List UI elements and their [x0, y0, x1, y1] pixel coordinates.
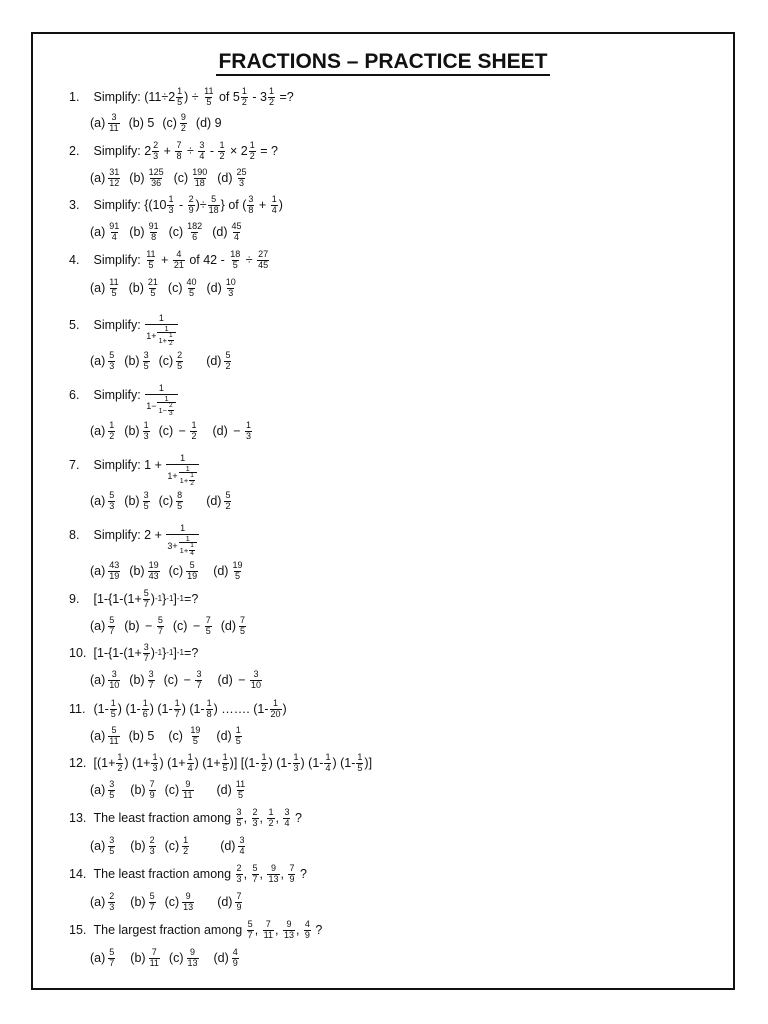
- options-9: (a) 5 7 (b) − $\frac{5}{7}$ (c) − $\frac{7}{5}$ (d) 7 5: [90, 615, 246, 636]
- options-5: (a) 5 3 (b) 3 5 (c) 2 5 (d) 5 2: [90, 350, 231, 371]
- options-11: (a) 5 11 (b) 5 (c) 19 5 (d) 1 5: [90, 725, 241, 746]
- question-2: 2. Simplify: 2 2 3 + $\frac{7}{8}$ ÷ $\frac{3}{4}$ - $\frac{1}{2}$ × 2 $\frac{1}{2}$ = ?: [69, 140, 278, 161]
- question-14: 14. The least fraction among 2 3 , 5 7 , 9 13 , 7 9 ?: [69, 863, 307, 884]
- options-15: (a) 5 7 (b) 7 11 (c) 9 13 (d) 4 9: [90, 947, 238, 968]
- question-11: 11. (1- 1 5 ) (1- 1 6 ) (1- 1 7 ) (1- 1 8 ) ……. (1- 1 20 ): [69, 698, 287, 719]
- question-9: 9. [1-{1-(1+ $\frac{5}{7}$ ) -1 } -1 ] -1 =?: [69, 588, 199, 609]
- options-10: (a) 3 10 (b) 3 7 (c) − $\frac{3}{7}$ (d) − $\frac{3}{10}$: [90, 669, 262, 690]
- question-15: 15. The largest fraction among 5 7 , 7 11 , 9 13 , 4 9 ?: [69, 919, 323, 940]
- question-4: 4. Simplify: 11 5 + $\frac{4}{21}$ of 42 - $\frac{18}{5}$ ÷ $\frac{27}{45}$: [69, 249, 269, 270]
- question-10: 10. [1-{1-(1+ $\frac{3}{7}$ ) -1 } -1 ] -1 =?: [69, 642, 199, 663]
- options-6: (a) 1 2 (b) 1 3 (c) − $\frac{1}{2}$ (d) − $\frac{1}{3}$: [90, 420, 252, 441]
- options-7: (a) 5 3 (b) 3 5 (c) 8 5 (d) 5 2: [90, 490, 231, 511]
- question-3: 3. Simplify: {(10 1 3 - 2 9 )÷ $\frac{5}{18}$ } of ( 3 8 + $\frac{1}{4}$ ): [69, 194, 283, 215]
- question-13: 13. The least fraction among 3 5 , 2 3 , 1 2 , 3 4 ?: [69, 807, 302, 828]
- options-14: (a) 2 3 (b) 5 7 (c) 9 13 (d) 7 9: [90, 891, 242, 912]
- question-7: 7. Simplify: 1 + 1 1+ 1 1+ 1 2: [69, 450, 200, 480]
- options-1: (a) 3 11 (b) 5 (c) 9 2 (d) 9: [90, 112, 222, 133]
- options-4: (a) 11 5 (b) 21 5 (c) 40 5 (d) 10 3: [90, 277, 236, 298]
- options-13: (a) 3 5 (b) 2 3 (c) 1 2 (d) 3 4: [90, 835, 245, 856]
- question-8: 8. Simplify: 2 + 1 3+ 1 1+ 1 4: [69, 520, 200, 550]
- question-12: 12. [(1+ $\frac{1}{2}$ ) (1+ $\frac{1}{3}$ ) (1+ $\frac{1}{4}$ ) (1+ $\frac{1}{5}$ )] [(1- 1 2 ) (1- 1 3 ) (1- 1 4 ) (1- 1 5 )]: [69, 752, 373, 773]
- page-title: FRACTIONS – PRACTICE SHEET: [33, 50, 733, 74]
- options-12: (a) 3 5 (b) 7 9 (c) 9 11 (d) 11 5: [90, 779, 246, 800]
- options-2: (a) 31 12 (b) 125 36 (c) 190 18 (d) 25 3: [90, 167, 247, 188]
- question-6: 6. Simplify: 1 1− 1 1− 2 3: [69, 380, 179, 410]
- practice-sheet: [31, 32, 735, 990]
- question-5: 5. Simplify: 1 1+ 1 1+ 1 2: [69, 310, 179, 340]
- options-3: (a) 91 4 (b) 91 8 (c) 182 6 (d) 45 4: [90, 221, 242, 242]
- question-1: 1. Simplify: (11÷2 1 5 ) ÷ $\frac{11}{5}$ of 5 1 2 - 3 $\frac{1}{2}$ =?: [69, 86, 294, 107]
- options-8: (a) 43 19 (b) 19 43 (c) 5 19 (d) 19 5: [90, 560, 243, 581]
